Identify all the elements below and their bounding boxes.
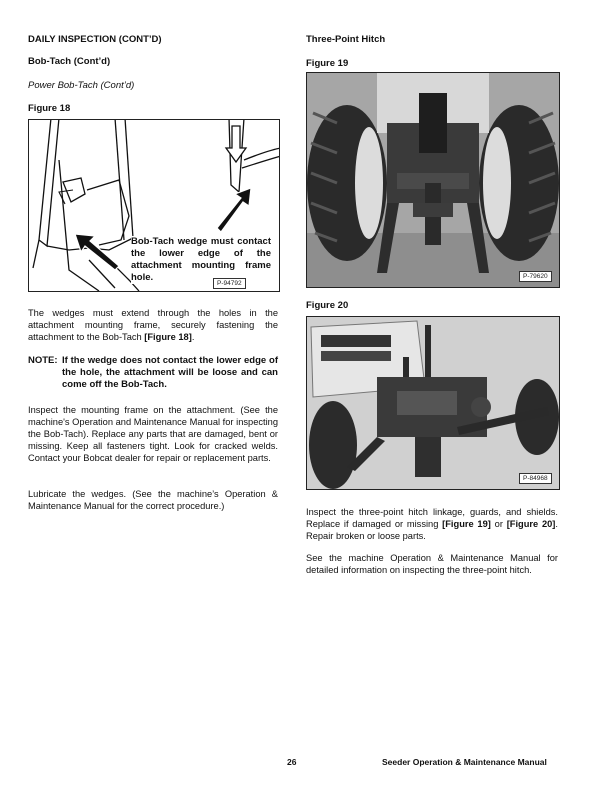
figure-20-photo [306, 316, 560, 490]
figure-19-label: Figure 19 [306, 58, 349, 69]
figure-18-callout: Bob-Tach wedge must contact the lower edge of the attachment mounting frame hole. [131, 236, 271, 283]
manual-title: Seeder Operation & Maintenance Manual [382, 757, 547, 767]
figure-19-photo [306, 72, 560, 288]
paragraph-wedges: The wedges must extend through the holes in the attachment mounting frame, securely fastening the attachment to the Bob-Tach [Figure 18]. [28, 308, 278, 342]
three-point-hitch-photo [307, 317, 559, 489]
tractor-rear-photo [307, 73, 559, 287]
paragraph-inspect-hitch: Inspect the three-point hitch linkage, guards, and shields. Replace if damaged or missing [Figure 19] or [Figure 20]. Repair broken or loose parts. [306, 507, 558, 541]
italic-subheading: Power Bob-Tach (Cont’d) [28, 80, 135, 91]
page-number: 26 [287, 757, 297, 767]
subsection-heading: Bob-Tach (Cont’d) [28, 56, 111, 67]
section-heading: DAILY INSPECTION (CONT’D) [28, 34, 162, 45]
figure-18-illustration [28, 119, 280, 292]
paragraph-lubricate: Lubricate the wedges. (See the machine’s Operation & Maintenance Manual for the correct procedure.) [28, 489, 278, 511]
note-label: NOTE: [28, 355, 58, 366]
note-text: If the wedge does not contact the lower edge of the hole, the attachment will be loose and can come off the Bob-Tach. [62, 355, 278, 390]
figure-19-reference: [Figure 19] [442, 519, 491, 529]
figure-20-label: Figure 20 [306, 300, 349, 311]
figure-20-reference: [Figure 20] [506, 519, 556, 529]
figure-18-code: P-94792 [213, 278, 246, 289]
paragraph-mounting-frame: Inspect the mounting frame on the attachment. (See the machine's Operation and Maintenance Manual for inspecting the Bob-Tach). Replace any parts that are damaged, bent or missing. Keep all fasteners tight. Look for cracked welds. Contact your Bobcat dealer for repair or replacement parts. [28, 405, 278, 463]
three-point-hitch-heading: Three-Point Hitch [306, 34, 386, 45]
figure-18-reference: [Figure 18] [144, 332, 192, 342]
figure-20-code: P-84968 [519, 473, 552, 484]
paragraph-see-manual: See the machine Operation & Maintenance Manual for detailed information on inspecting the three-point hitch. [306, 553, 558, 575]
figure-19-code: P-79620 [519, 271, 552, 282]
figure-18-label: Figure 18 [28, 103, 71, 114]
